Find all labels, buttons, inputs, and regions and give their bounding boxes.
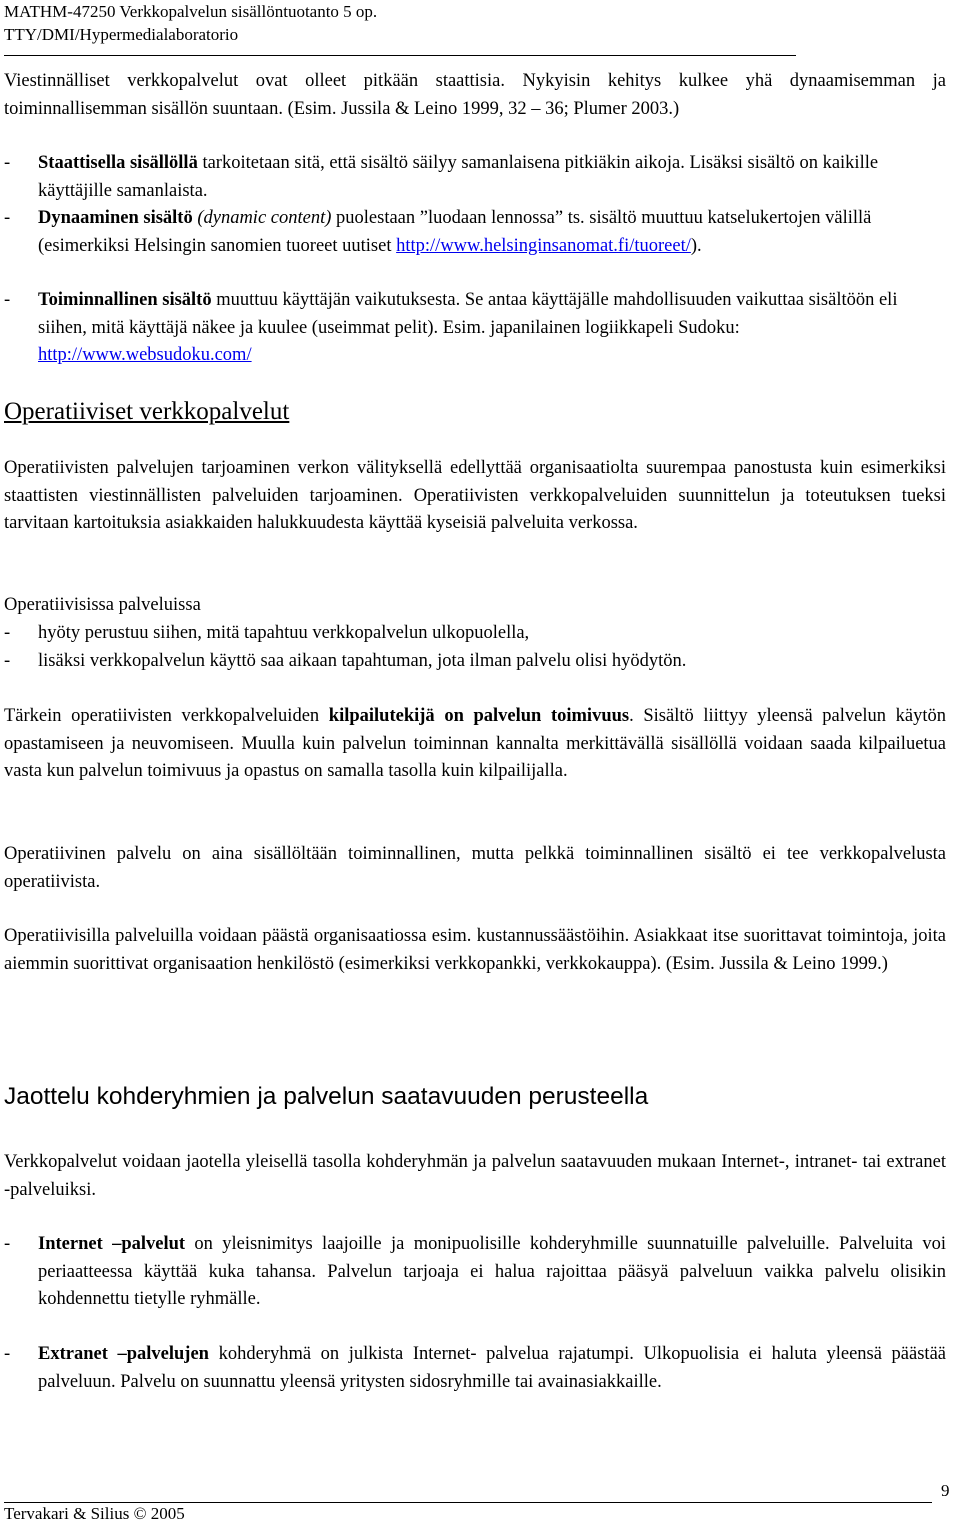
operative-paragraph-4: Operatiivisilla palveluilla voidaan päästä organisaatiossa esim. kustannussäästöihin. Asiakkaat itse suorittavat toimintoja, joita aiemmin suorittivat organisaation henkilöstö (esimerkiksi verkkopankki, verkkokauppa). (Esim. Jussila & Leino 1999.) [4,926,946,974]
list-item-extranet-services [4,1341,946,1396]
list-item-dynamic-content [4,205,946,260]
list-dash: - [4,1344,11,1364]
footer-authors: Tervakari & Silius © 2005 [4,1504,185,1523]
operative-paragraph-3: Operatiivinen palvelu on aina sisällöltään toiminnallinen, mutta pelkkä toiminnallinen sisältö ei tee verkkopalvelusta operatiivista. [4,844,946,892]
term-functional-content: Toiminnallinen sisältö [38,290,212,310]
competitive-factor-emphasis: kilpailutekijä on palvelun toimivuus [328,706,630,726]
section-heading-division: Jaottelu kohderyhmien ja palvelun saatavuuden perusteella [4,1083,649,1110]
operative-list-item-text: hyöty perustuu siihen, mitä tapahtuu verkkopalvelun ulkopuolella, [38,623,530,643]
internet-services-text: on yleisnimitys laajoille ja monipuolisille kohderyhmille suunnatuille palveluille. Palveluita voi periaatteessa käyttää kuka tahansa. Palvelun tarjoaja ei halua rajoittaa pääsyä palveluun vaikka palvelu olisikin kohdennettu tietylle ryhmälle. [38,1234,946,1309]
operative-paragraph-2-rest: . Sisältö liittyy yleensä palvelun käytön opastamiseen ja neuvomiseen. Muulla kuin palvelun toiminnan kannalta merkittävällä sisällöllä voidaan saada kilpailuetua vasta kun palvelun toimivuus ja opastus on samalla tasolla kuin kilpailijalla. [4,706,946,781]
operative-list-item [4,648,946,676]
operative-list-item-text: lisäksi verkkopalvelun käyttö saa aikaan tapahtuman, jota ilman palvelu olisi hyödytön. [38,651,687,671]
list-item-functional-content [4,287,946,370]
page-number: 9 [941,1481,950,1500]
list-dash: - [4,290,11,310]
operative-list-item [4,620,946,648]
dynamic-content-text: puolestaan ”luodaan lennossa” ts. sisältö muuttuu katselukertojen välillä (esimerkiksi Helsingin sanomien tuoreet uutiset [38,208,872,256]
functional-content-text: muuttuu käyttäjän vaikutuksesta. Se antaa käyttäjälle mahdollisuuden vaikuttaa sisältöön eli siihen, mitä käyttäjä näkee ja kuulee (useimmat pelit). Esim. japanilainen logiikkapeli Sudoku: [38,290,898,338]
term-static-content: Staattisella sisällöllä [38,153,198,173]
term-dynamic-content: Dynaaminen sisältö [38,208,193,228]
division-paragraph-1: Verkkopalvelut voidaan jaotella yleisellä tasolla kohderyhmän ja palvelun saatavuuden mukaan Internet-, intranet- tai extranet -palveluiksi. [4,1152,946,1200]
list-item-static-content [4,150,946,205]
operative-paragraph-2 [4,703,946,786]
footer-divider [4,1502,932,1503]
list-dash: - [4,153,11,173]
operative-paragraph-1: Operatiivisten palvelujen tarjoaminen verkon välityksellä edellyttää organisaatiolta suurempaa panostusta kuin esimerkiksi staattisten viestinnällisten palveluiden tarjoaminen. Operatiivisten verkkopalveluiden suunnittelun ja toteutuksen tueksi tarvitaan kartoituksia asiakkaiden halukkuudesta käyttää kyseisiä palveluita verkossa. [4,458,946,533]
section-heading-operative-services: Operatiiviset verkkopalvelut [4,398,290,425]
dynamic-content-tail: ). [690,235,702,256]
static-content-text: tarkoitetaan sitä, että sisältö säilyy samanlaisena pitkiäkin aikoja. Lisäksi sisältö on kaikille käyttäjille samanlaista. [38,153,879,201]
operative-list-intro: Operatiivisissa palveluissa [4,595,201,615]
list-dash: - [4,1234,11,1254]
term-internet-services: Internet –palvelut [38,1234,186,1254]
list-dash: - [4,208,11,228]
term-extranet-services: Extranet –palvelujen [38,1344,209,1364]
extranet-services-text: kohderyhmä on julkista Internet- palvelua rajatumpi. Ulkopuolisia ei haluta yleensä päästää palveluun. Palvelu on suunnattu yleensä yritysten sidosryhmille tai avainasiakkaille. [38,1344,946,1392]
list-item-internet-services [4,1231,946,1314]
intro-paragraph: Viestinnälliset verkkopalvelut ovat olleet pitkään staattisia. Nykyisin kehitys kulkee yhä dynaamisemman ja toiminnallisemman sisällön suuntaan. (Esim. Jussila & Leino 1999, 32 – 36; Plumer 2003.) [4,71,946,119]
helsinginsanomat-link[interactable]: http://www.helsinginsanomat.fi/tuoreet/ [396,235,691,256]
list-dash: - [4,651,11,671]
list-dash: - [4,623,11,643]
header-department: TTY/DMI/Hypermedialaboratorio [4,25,239,44]
term-dynamic-content-english: (dynamic content) [197,208,332,228]
header-course-title: MATHM-47250 Verkkopalvelun sisällöntuotanto 5 op. [4,2,378,21]
websudoku-link[interactable]: http://www.websudoku.com/ [38,345,252,365]
operative-paragraph-2-start: Tärkein operatiivisten verkkopalveluiden [4,706,329,726]
header-divider [4,55,796,56]
